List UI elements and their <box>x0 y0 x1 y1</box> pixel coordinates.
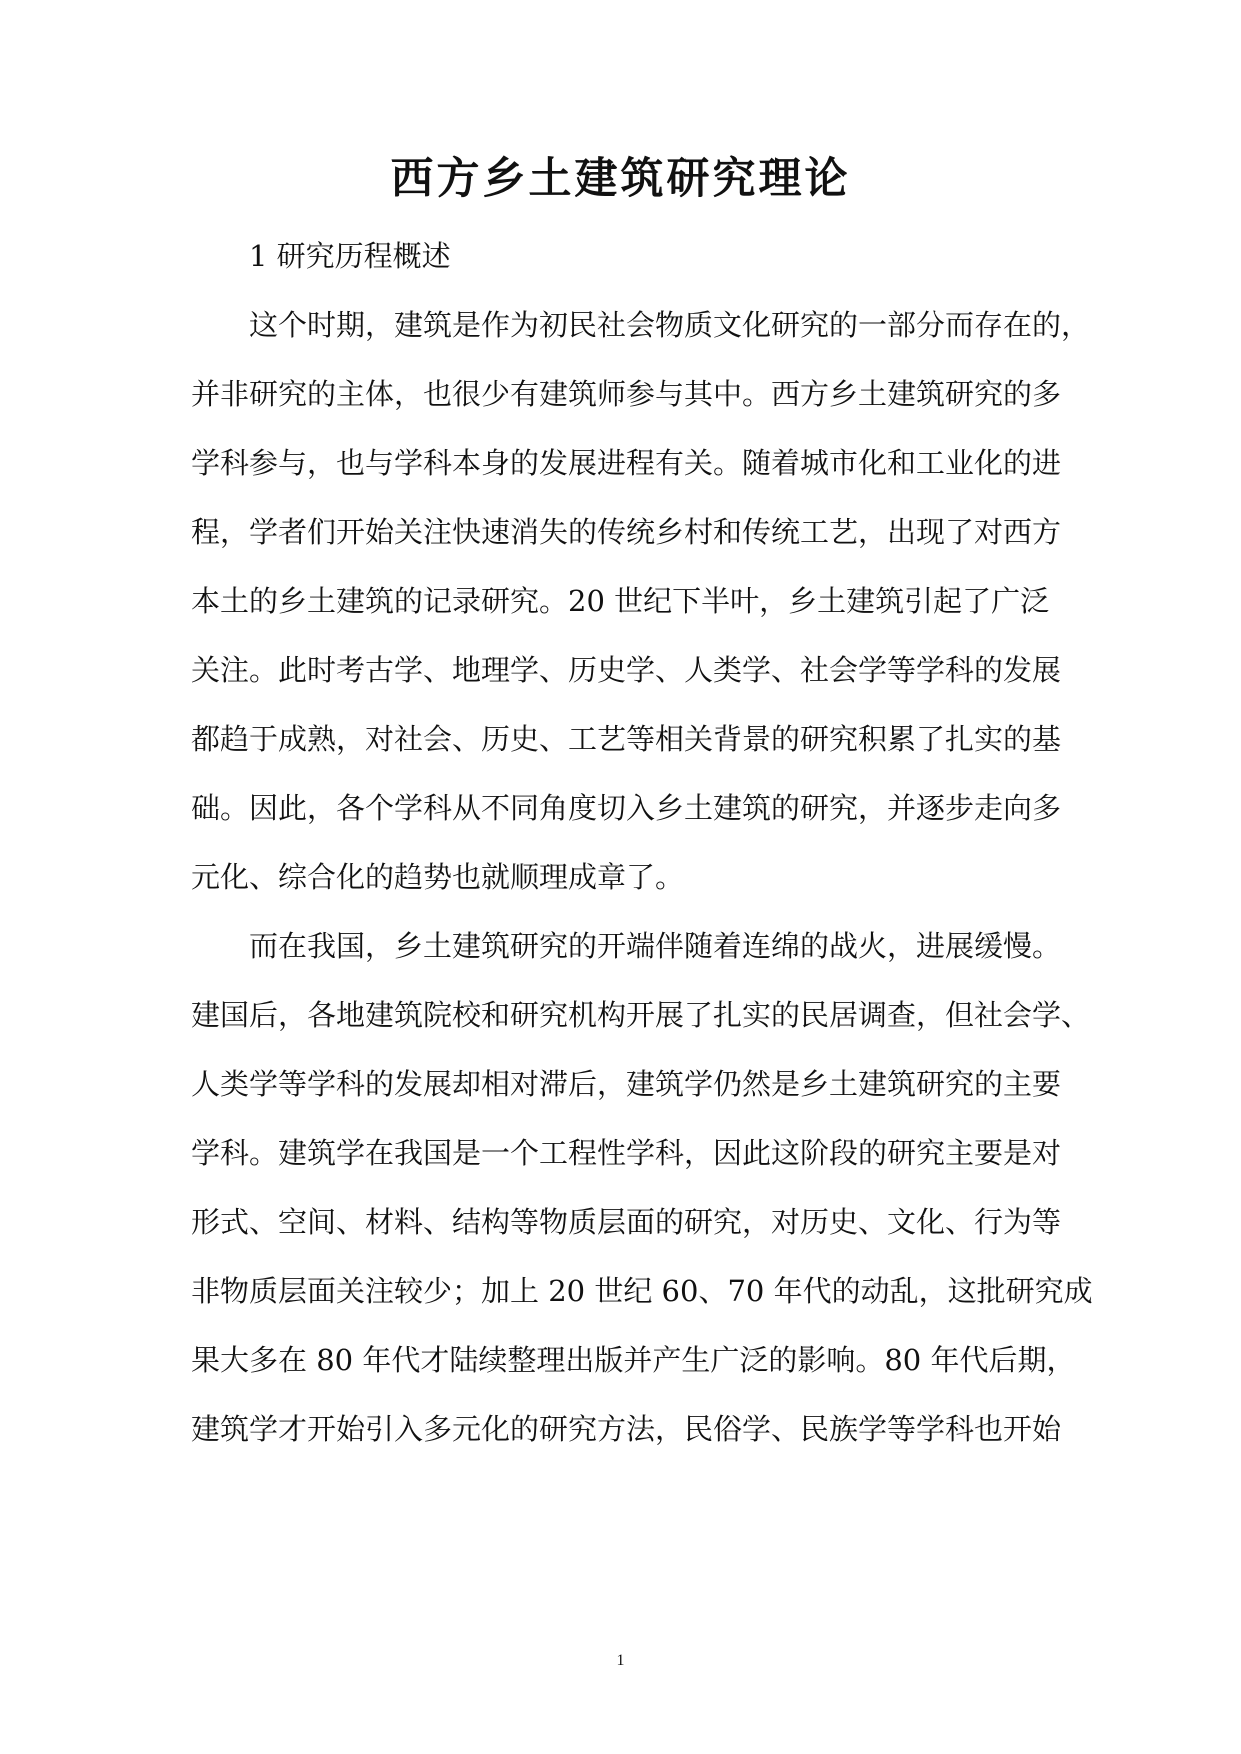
paragraph-line: 形式、空间、材料、结构等物质层面的研究，对历史、文化、行为等 <box>191 1205 1062 1239</box>
paragraph-line: 这个时期，建筑是作为初民社会物质文化研究的一部分而存在的， <box>249 308 1091 342</box>
paragraph-line: 非物质层面关注较少；加上 20 世纪 60、70 年代的动乱，这批研究成 <box>191 1274 1093 1308</box>
paragraph-line: 建筑学才开始引入多元化的研究方法，民俗学、民族学等学科也开始 <box>191 1412 1062 1446</box>
paragraph-line: 学科参与，也与学科本身的发展进程有关。随着城市化和工业化的进 <box>191 446 1062 480</box>
paragraph-line: 建国后，各地建筑院校和研究机构开展了扎实的民居调查，但社会学、 <box>191 998 1091 1032</box>
page-number: 1 <box>616 1652 625 1669</box>
section-heading: 1 研究历程概述 <box>249 239 451 273</box>
paragraph-line: 础。因此，各个学科从不同角度切入乡土建筑的研究，并逐步走向多 <box>191 791 1062 825</box>
paragraph-line: 元化、综合化的趋势也就顺理成章了。 <box>191 860 685 894</box>
paragraph-line: 本土的乡土建筑的记录研究。20 世纪下半叶，乡土建筑引起了广泛 <box>191 584 1050 618</box>
paragraph-line: 而在我国，乡土建筑研究的开端伴随着连绵的战火，进展缓慢。 <box>249 929 1062 963</box>
paragraph-line: 果大多在 80 年代才陆续整理出版并产生广泛的影响。80 年代后期， <box>191 1343 1076 1377</box>
paragraph-line: 人类学等学科的发展却相对滞后，建筑学仍然是乡土建筑研究的主要 <box>191 1067 1062 1101</box>
paragraph-line: 并非研究的主体，也很少有建筑师参与其中。西方乡土建筑研究的多 <box>191 377 1062 411</box>
document-title: 西方乡土建筑研究理论 <box>390 154 851 204</box>
paragraph-line: 都趋于成熟，对社会、历史、工艺等相关背景的研究积累了扎实的基 <box>191 722 1062 756</box>
paragraph-line: 程，学者们开始关注快速消失的传统乡村和传统工艺，出现了对西方 <box>191 515 1062 549</box>
paragraph-line: 关注。此时考古学、地理学、历史学、人类学、社会学等学科的发展 <box>191 653 1062 687</box>
paragraph-line: 学科。建筑学在我国是一个工程性学科，因此这阶段的研究主要是对 <box>191 1136 1062 1170</box>
